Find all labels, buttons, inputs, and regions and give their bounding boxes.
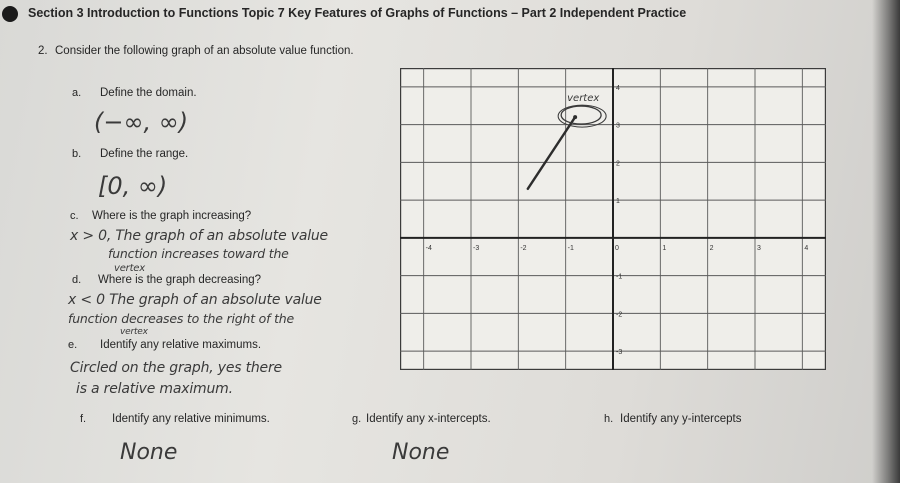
- answer-c-line-3: vertex: [114, 263, 145, 274]
- x-tick-label: -4: [425, 244, 432, 252]
- question-c-text: Where is the graph increasing?: [92, 210, 252, 222]
- worksheet-header: Section 3 Introduction to Functions Topic 7 Key Features of Graphs of Functions – Part 2 Independent Practice: [28, 6, 687, 20]
- x-tick-label: 3: [757, 244, 761, 252]
- y-tick-label: 2: [616, 160, 620, 168]
- y-tick-label: -1: [616, 273, 623, 281]
- x-tick-label: -3: [473, 244, 480, 252]
- question-e-letter: e.: [68, 339, 78, 351]
- page-edge-shadow: [872, 0, 900, 483]
- answer-c-line-1: x > 0, The graph of an absolute value: [70, 228, 328, 244]
- question-h-text: Identify any y-intercepts: [620, 413, 742, 425]
- question-f-text: Identify any relative minimums.: [112, 413, 270, 425]
- answer-d-line-1: x < 0 The graph of an absolute value: [68, 292, 322, 308]
- answer-e-line-1: Circled on the graph, yes there: [70, 360, 282, 376]
- question-e-text: Identify any relative maximums.: [100, 339, 262, 351]
- x-tick-label: -2: [520, 244, 527, 252]
- question-a-text: Define the domain.: [100, 87, 197, 99]
- question-g-text: Identify any x-intercepts.: [366, 413, 491, 425]
- question-h-letter: h.: [604, 413, 614, 425]
- y-tick-label: -2: [616, 311, 623, 319]
- answer-a: (−∞, ∞): [94, 108, 189, 136]
- x-tick-label: 4: [804, 244, 809, 252]
- question-g-letter: g.: [352, 413, 362, 425]
- question-f-letter: f.: [80, 413, 87, 425]
- absolute-value-graph: [400, 68, 826, 370]
- question-d-letter: d.: [72, 274, 82, 286]
- answer-g: None: [392, 440, 450, 465]
- x-tick-label: 1: [662, 244, 667, 252]
- question-b-letter: b.: [72, 148, 82, 160]
- answer-e-line-2: is a relative maximum.: [76, 381, 233, 397]
- x-tick-label: 2: [709, 244, 714, 252]
- question-a-letter: a.: [72, 87, 82, 99]
- x-tick-label: 0: [615, 244, 619, 252]
- graph-point: [573, 115, 577, 119]
- y-tick-label: 1: [616, 198, 620, 206]
- question-d-text: Where is the graph decreasing?: [98, 274, 262, 286]
- y-tick-label: -3: [616, 349, 623, 357]
- answer-b: [0, ∞): [98, 172, 168, 200]
- y-tick-label: 3: [616, 122, 620, 130]
- section-bullet: [2, 6, 18, 22]
- problem-prompt: Consider the following graph of an absolute value function.: [55, 45, 354, 57]
- question-c-letter: c.: [70, 210, 79, 222]
- answer-d-line-2: function decreases to the right of the: [68, 311, 294, 326]
- answer-d-line-3: vertex: [120, 327, 148, 337]
- answer-c-line-2: function increases toward the: [108, 246, 289, 261]
- x-tick-label: -1: [567, 244, 574, 252]
- answer-f: None: [120, 440, 178, 465]
- question-b-text: Define the range.: [100, 148, 189, 160]
- vertex-label: vertex: [567, 93, 600, 105]
- problem-number: 2.: [38, 45, 48, 57]
- y-tick-label: 4: [616, 84, 620, 92]
